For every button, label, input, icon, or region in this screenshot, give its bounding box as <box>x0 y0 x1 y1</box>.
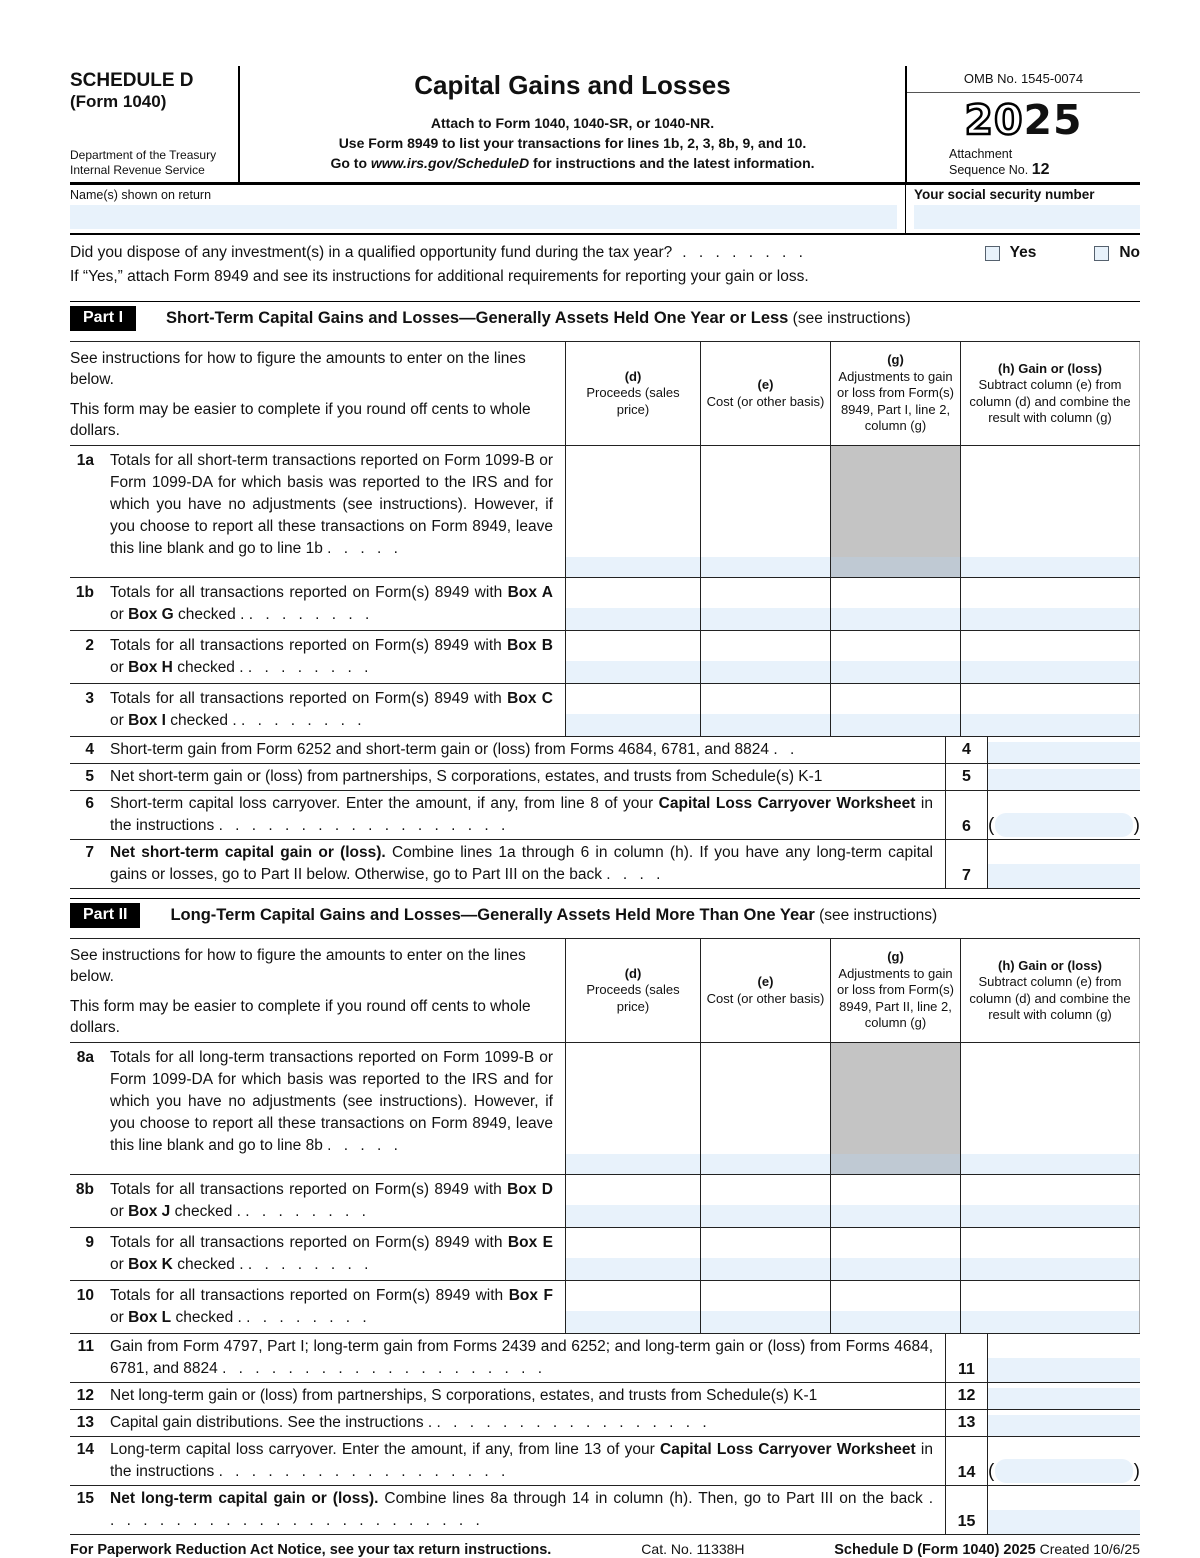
line-2-col-g-field[interactable] <box>831 661 960 683</box>
use-8949-instruction: Use Form 8949 to list your transactions for lines 1b, 2, 3, 8b, 9, and 10. <box>338 135 807 151</box>
line-11-amount-field[interactable] <box>988 1358 1140 1382</box>
page-title: Capital Gains and Losses <box>414 70 731 100</box>
line-12-text: Net long-term gain or (loss) from partnerships, S corporations, estates, and trusts from Schedule(s) K-1 <box>110 1387 818 1404</box>
line-10-row: 10 Totals for all transactions reported on Form(s) 8949 with Box F or Box L checked . . . . . . . . . <box>70 1281 1140 1334</box>
form-id-block <box>70 66 240 182</box>
line-14-paren-field <box>988 1457 1140 1485</box>
part1-title: Short-Term Capital Gains and Losses—Generally Assets Held One Year or Less (see instructions) <box>166 309 911 327</box>
line-2-row: 2 Totals for all transactions reported on Form(s) 8949 with Box B or Box H checked . . . . . . . . . <box>70 631 1140 684</box>
line-15-number-box: 15 <box>945 1486 988 1534</box>
paperwork-notice: For Paperwork Reduction Act Notice, see your tax return instructions. <box>70 1542 552 1558</box>
part1-header-bar <box>70 301 1140 331</box>
line-1a-row: 1a Totals for all short-term transactions reported on Form 1099-B or Form 1099-DA for which basis was reported to the IRS and for which you have no adjustments (see instructions). However, if you choose to report all these transactions on Form 8949, leave this line blank and go to line 1b . . . . . <box>70 446 1140 578</box>
name-label: Name(s) shown on return <box>70 188 212 202</box>
line-1b-row: 1b Totals for all transactions reported on Form(s) 8949 with Box A or Box G checked . . . . . . . . . <box>70 578 1140 631</box>
line-15-row: 15 Net long-term capital gain or (loss). Combine lines 8a through 14 in column (h). Then, go to Part III on the back . . . . . . . . . . . . . . . . . . . . . . . . 15 <box>70 1486 1140 1535</box>
qof-question <box>70 235 1140 297</box>
line-15-text: Net long-term capital gain or (loss). Combine lines 8a through 14 in column (h). Then, go to Part III on the back . . . . . . . . . . . . . . . . . . . . . . . . <box>110 1490 934 1529</box>
line-10-col-h-field[interactable] <box>961 1311 1139 1333</box>
omb-year-block <box>905 66 1140 182</box>
line-8a-col-e-field[interactable] <box>701 1154 830 1174</box>
line-6-text: Short-term capital loss carryover. Enter the amount, if any, from line 8 of your Capital Loss Carryover Worksheet in the instructions . . . . . . . . . . . . . . . . . . <box>110 795 933 834</box>
name-input[interactable] <box>70 205 897 229</box>
qof-no-label: No <box>1119 244 1140 261</box>
qof-no-checkbox[interactable] <box>1094 246 1109 261</box>
part2-title: Long-Term Capital Gains and Losses—Generally Assets Held More Than One Year (see instructions) <box>170 906 938 924</box>
part2-col-d-header: (d) Proceeds (sales price) <box>565 939 700 1042</box>
part2-label: Part II <box>70 903 140 928</box>
line-13-amount-field[interactable] <box>988 1415 1140 1436</box>
catalog-number: Cat. No. 11338H <box>641 1541 745 1557</box>
form-title-block <box>240 66 905 182</box>
line-3-row: 3 Totals for all transactions reported on Form(s) 8949 with Box C or Box I checked . . . . . . . . . <box>70 684 1140 737</box>
part1-column-header-row <box>70 342 1140 446</box>
line-3-col-d-field[interactable] <box>566 714 700 736</box>
line-2-col-h-field[interactable] <box>961 661 1139 683</box>
part1-label: Part I <box>70 306 136 331</box>
line-14-number-box: 14 <box>945 1437 988 1485</box>
line-8a-col-d-field[interactable] <box>566 1154 700 1174</box>
line-6-number-box: 6 <box>945 791 988 839</box>
close-paren: ) <box>1133 1461 1140 1482</box>
part2-header-bar <box>70 898 1140 928</box>
qof-question-text: Did you dispose of any investment(s) in a qualified opportunity fund during the tax year? <box>70 244 673 261</box>
part2-col-g-header: (g) Adjustments to gain or loss from Form(s) 8949, Part II, line 2, column (g) <box>830 939 960 1042</box>
line-4-row: 4 Short-term gain from Form 6252 and short-term gain or (loss) from Forms 4684, 6781, and 8824 . . 4 <box>70 737 1140 764</box>
line-8b-text: Totals for all transactions reported on Form(s) 8949 with Box D or Box J checked . . . . . . . . . <box>110 1181 553 1220</box>
qof-yes-label: Yes <box>1009 244 1037 261</box>
line-10-text: Totals for all transactions reported on Form(s) 8949 with Box F or Box L checked . . . . . . . . . <box>110 1287 554 1326</box>
line-12-number-box: 12 <box>945 1383 988 1409</box>
line-4-text: Short-term gain from Form 6252 and short-term gain or (loss) from Forms 4684, 6781, and 8824 . . <box>110 741 795 758</box>
line-6-paren-field <box>988 811 1140 839</box>
form-number: (Form 1040) <box>70 92 167 111</box>
line-7-amount-field[interactable] <box>988 864 1140 888</box>
line-8b-col-h-field[interactable] <box>961 1205 1139 1227</box>
line-9-row: 9 Totals for all transactions reported on Form(s) 8949 with Box E or Box K checked . . . . . . . . . <box>70 1228 1140 1281</box>
line-3-col-g-field[interactable] <box>831 714 960 736</box>
goto-url-instruction: Go to www.irs.gov/ScheduleD for instructions and the latest information. <box>330 155 815 171</box>
attachment-sequence: Attachment Sequence No. 12 <box>949 147 1050 178</box>
line-7-number-box: 7 <box>945 840 988 888</box>
line-5-row: 5 Net short-term gain or (loss) from partnerships, S corporations, estates, and trusts from Schedule(s) K-1 5 <box>70 764 1140 791</box>
line-9-col-h-field[interactable] <box>961 1258 1139 1280</box>
form-header <box>70 66 1140 185</box>
line-11-number-box: 11 <box>945 1334 988 1382</box>
open-paren: ( <box>988 1461 995 1482</box>
line-9-col-e-field[interactable] <box>701 1258 830 1280</box>
line-5-number-box: 5 <box>945 764 988 790</box>
part1-col-d-header: (d) Proceeds (sales price) <box>565 342 700 445</box>
line-1a-col-h-cell <box>960 446 1140 577</box>
line-14-text: Long-term capital loss carryover. Enter the amount, if any, from line 13 of your Capital Loss Carryover Worksheet in the instructions . . . . . . . . . . . . . . . . . . <box>110 1441 933 1480</box>
line-7-text: Net short-term capital gain or (loss). Combine lines 1a through 6 in column (h). If you have any long-term capital gains or losses, go to Part II below. Otherwise, go to Part III on the back . . . . <box>110 844 933 883</box>
line-1b-col-e-field[interactable] <box>701 608 830 630</box>
qof-note-text: If “Yes,” attach Form 8949 and see its instructions for additional requirements for reporting your gain or loss. <box>70 268 809 285</box>
line-3-text: Totals for all transactions reported on Form(s) 8949 with Box C or Box I checked . . . . . . . . . <box>110 690 553 729</box>
part1-col-e-header: (e) Cost (or other basis) <box>700 342 830 445</box>
line-1a-col-e-field[interactable] <box>701 557 830 577</box>
tax-year: 2025 <box>964 96 1083 144</box>
line-13-row: 13 Capital gain distributions. See the instructions . . . . . . . . . . . . . . . . . . 13 <box>70 1410 1140 1437</box>
line-2-text: Totals for all transactions reported on Form(s) 8949 with Box B or Box H checked . . . . . . . . . <box>110 637 553 676</box>
line-2-col-d-field[interactable] <box>566 661 700 683</box>
qof-yes-checkbox[interactable] <box>985 246 1000 261</box>
line-1a-col-g-cell-shaded <box>830 446 960 577</box>
line-11-row: 11 Gain from Form 4797, Part I; long-term gain from Forms 2439 and 6252; and long-term gain or (loss) from Forms 4684, 6781, and 8824 . . . . . . . . . . . . . . . . . . . . 11 <box>70 1334 1140 1383</box>
line-11-text: Gain from Form 4797, Part I; long-term gain from Forms 2439 and 6252; and long-term gain or (loss) from Forms 4684, 6781, and 8824 . . . . . . . . . . . . . . . . . . . . <box>110 1338 933 1377</box>
line-2-col-e-field[interactable] <box>701 661 830 683</box>
ssn-label: Your social security number <box>914 187 1095 202</box>
line-1a-col-d-cell <box>565 446 700 577</box>
department-lines: Department of the Treasury Internal Revenue Service <box>70 148 217 177</box>
line-1b-col-g-field[interactable] <box>831 608 960 630</box>
part1-col-h-header: (h) Gain or (loss) Subtract column (e) from column (d) and combine the result with column (g) <box>960 342 1140 445</box>
line-13-number-box: 13 <box>945 1410 988 1436</box>
line-3-col-e-field[interactable] <box>701 714 830 736</box>
line-9-text: Totals for all transactions reported on Form(s) 8949 with Box E or Box K checked . . . . . . . . . <box>110 1234 553 1273</box>
line-8a-col-g-cell-shaded <box>830 1043 960 1174</box>
part1-intro: See instructions for how to figure the amounts to enter on the lines below. This form may be easier to complete if you round off cents to whole dollars. <box>70 350 531 439</box>
line-10-col-e-field[interactable] <box>701 1311 830 1333</box>
omb-number: OMB No. 1545-0074 <box>907 66 1140 93</box>
line-6-amount-field[interactable] <box>995 813 1132 837</box>
line-10-col-d-field[interactable] <box>566 1311 700 1333</box>
line-8a-text: Totals for all long-term transactions reported on Form 1099-B or Form 1099-DA for which basis was reported to the IRS and for which you have no adjustments (see instructions). However, if you choose to report all these transactions on Form 8949, leave this line blank and go to line 8b . . . . . <box>110 1049 553 1154</box>
identity-row <box>70 185 1140 235</box>
line-14-row: 14 Long-term capital loss carryover. Enter the amount, if any, from line 13 of your Capital Loss Carryover Worksheet in the instructions . . . . . . . . . . . . . . . . . . 14 ( ) <box>70 1437 1140 1486</box>
line-15-amount-field[interactable] <box>988 1510 1140 1534</box>
line-13-text: Capital gain distributions. See the instructions . . . . . . . . . . . . . . . . . . <box>110 1414 707 1431</box>
line-10-col-g-field[interactable] <box>831 1311 960 1333</box>
part1-table <box>70 341 1140 889</box>
line-8a-col-g-shade <box>831 1154 960 1174</box>
form-footer-id: Schedule D (Form 1040) 2025 Created 10/6/25 <box>834 1541 1140 1558</box>
line-8b-row: 8b Totals for all transactions reported on Form(s) 8949 with Box D or Box J checked . . . . . . . . . <box>70 1175 1140 1228</box>
line-9-col-d-field[interactable] <box>566 1258 700 1280</box>
line-6-row: 6 Short-term capital loss carryover. Enter the amount, if any, from line 8 of your Capital Loss Carryover Worksheet in the instructions . . . . . . . . . . . . . . . . . . 6 ( ) <box>70 791 1140 840</box>
form-footer <box>70 1541 1140 1558</box>
part2-intro: See instructions for how to figure the amounts to enter on the lines below. This form may be easier to complete if you round off cents to whole dollars. <box>70 947 531 1036</box>
line-12-row: 12 Net long-term gain or (loss) from partnerships, S corporations, estates, and trusts from Schedule(s) K-1 12 <box>70 1383 1140 1410</box>
part2-col-h-header: (h) Gain or (loss) Subtract column (e) from column (d) and combine the result with column (g) <box>960 939 1140 1042</box>
line-8b-col-g-field[interactable] <box>831 1205 960 1227</box>
line-8a-col-h-field[interactable] <box>961 1154 1139 1174</box>
line-12-amount-field[interactable] <box>988 1388 1140 1409</box>
line-1a-col-h-field[interactable] <box>961 557 1139 577</box>
open-paren: ( <box>988 815 995 836</box>
line-1a-text: Totals for all short-term transactions reported on Form 1099-B or Form 1099-DA for which basis was reported to the IRS and for which you have no adjustments (see instructions). However, if you choose to report all these transactions on Form 8949, leave this line blank and go to line 1b . . . . . <box>110 452 553 557</box>
line-8a-row: 8a Totals for all long-term transactions reported on Form 1099-B or Form 1099-DA for which basis was reported to the IRS and for which you have no adjustments (see instructions). However, if you choose to report all these transactions on Form 8949, leave this line blank and go to line 8b . . . . . <box>70 1043 1140 1175</box>
line-1b-col-h-field[interactable] <box>961 608 1139 630</box>
line-1a-col-g-shade <box>831 557 960 577</box>
line-1b-col-d-field[interactable] <box>566 608 700 630</box>
line-5-text: Net short-term gain or (loss) from partnerships, S corporations, estates, and trusts from Schedule(s) K-1 <box>110 768 823 785</box>
part2-col-e-header: (e) Cost (or other basis) <box>700 939 830 1042</box>
line-1b-text: Totals for all transactions reported on Form(s) 8949 with Box A or Box G checked . . . . . . . . . <box>110 584 553 623</box>
close-paren: ) <box>1133 815 1140 836</box>
schedule-d-form <box>70 66 1140 1558</box>
line-7-row: 7 Net short-term capital gain or (loss). Combine lines 1a through 6 in column (h). If you have any long-term capital gains or losses, go to Part II below. Otherwise, go to Part III on the back . . . . 7 <box>70 840 1140 889</box>
schedule-name: SCHEDULE D <box>70 70 194 91</box>
part1-col-g-header: (g) Adjustments to gain or loss from Form(s) 8949, Part I, line 2, column (g) <box>830 342 960 445</box>
qof-leader-dots: . . . . . . . . <box>682 244 803 261</box>
part2-column-header-row <box>70 939 1140 1043</box>
ssn-input[interactable] <box>914 205 1140 229</box>
line-8b-col-d-field[interactable] <box>566 1205 700 1227</box>
line-4-number-box: 4 <box>945 737 988 763</box>
line-1a-col-e-cell <box>700 446 830 577</box>
line-1a-col-d-field[interactable] <box>566 557 700 577</box>
line-8b-col-e-field[interactable] <box>701 1205 830 1227</box>
part2-table <box>70 938 1140 1535</box>
line-4-amount-field[interactable] <box>988 742 1140 763</box>
line-3-col-h-field[interactable] <box>961 714 1139 736</box>
line-14-amount-field[interactable] <box>995 1459 1132 1483</box>
line-5-amount-field[interactable] <box>988 769 1140 790</box>
attach-instruction: Attach to Form 1040, 1040-SR, or 1040-NR. <box>430 115 715 131</box>
line-9-col-g-field[interactable] <box>831 1258 960 1280</box>
